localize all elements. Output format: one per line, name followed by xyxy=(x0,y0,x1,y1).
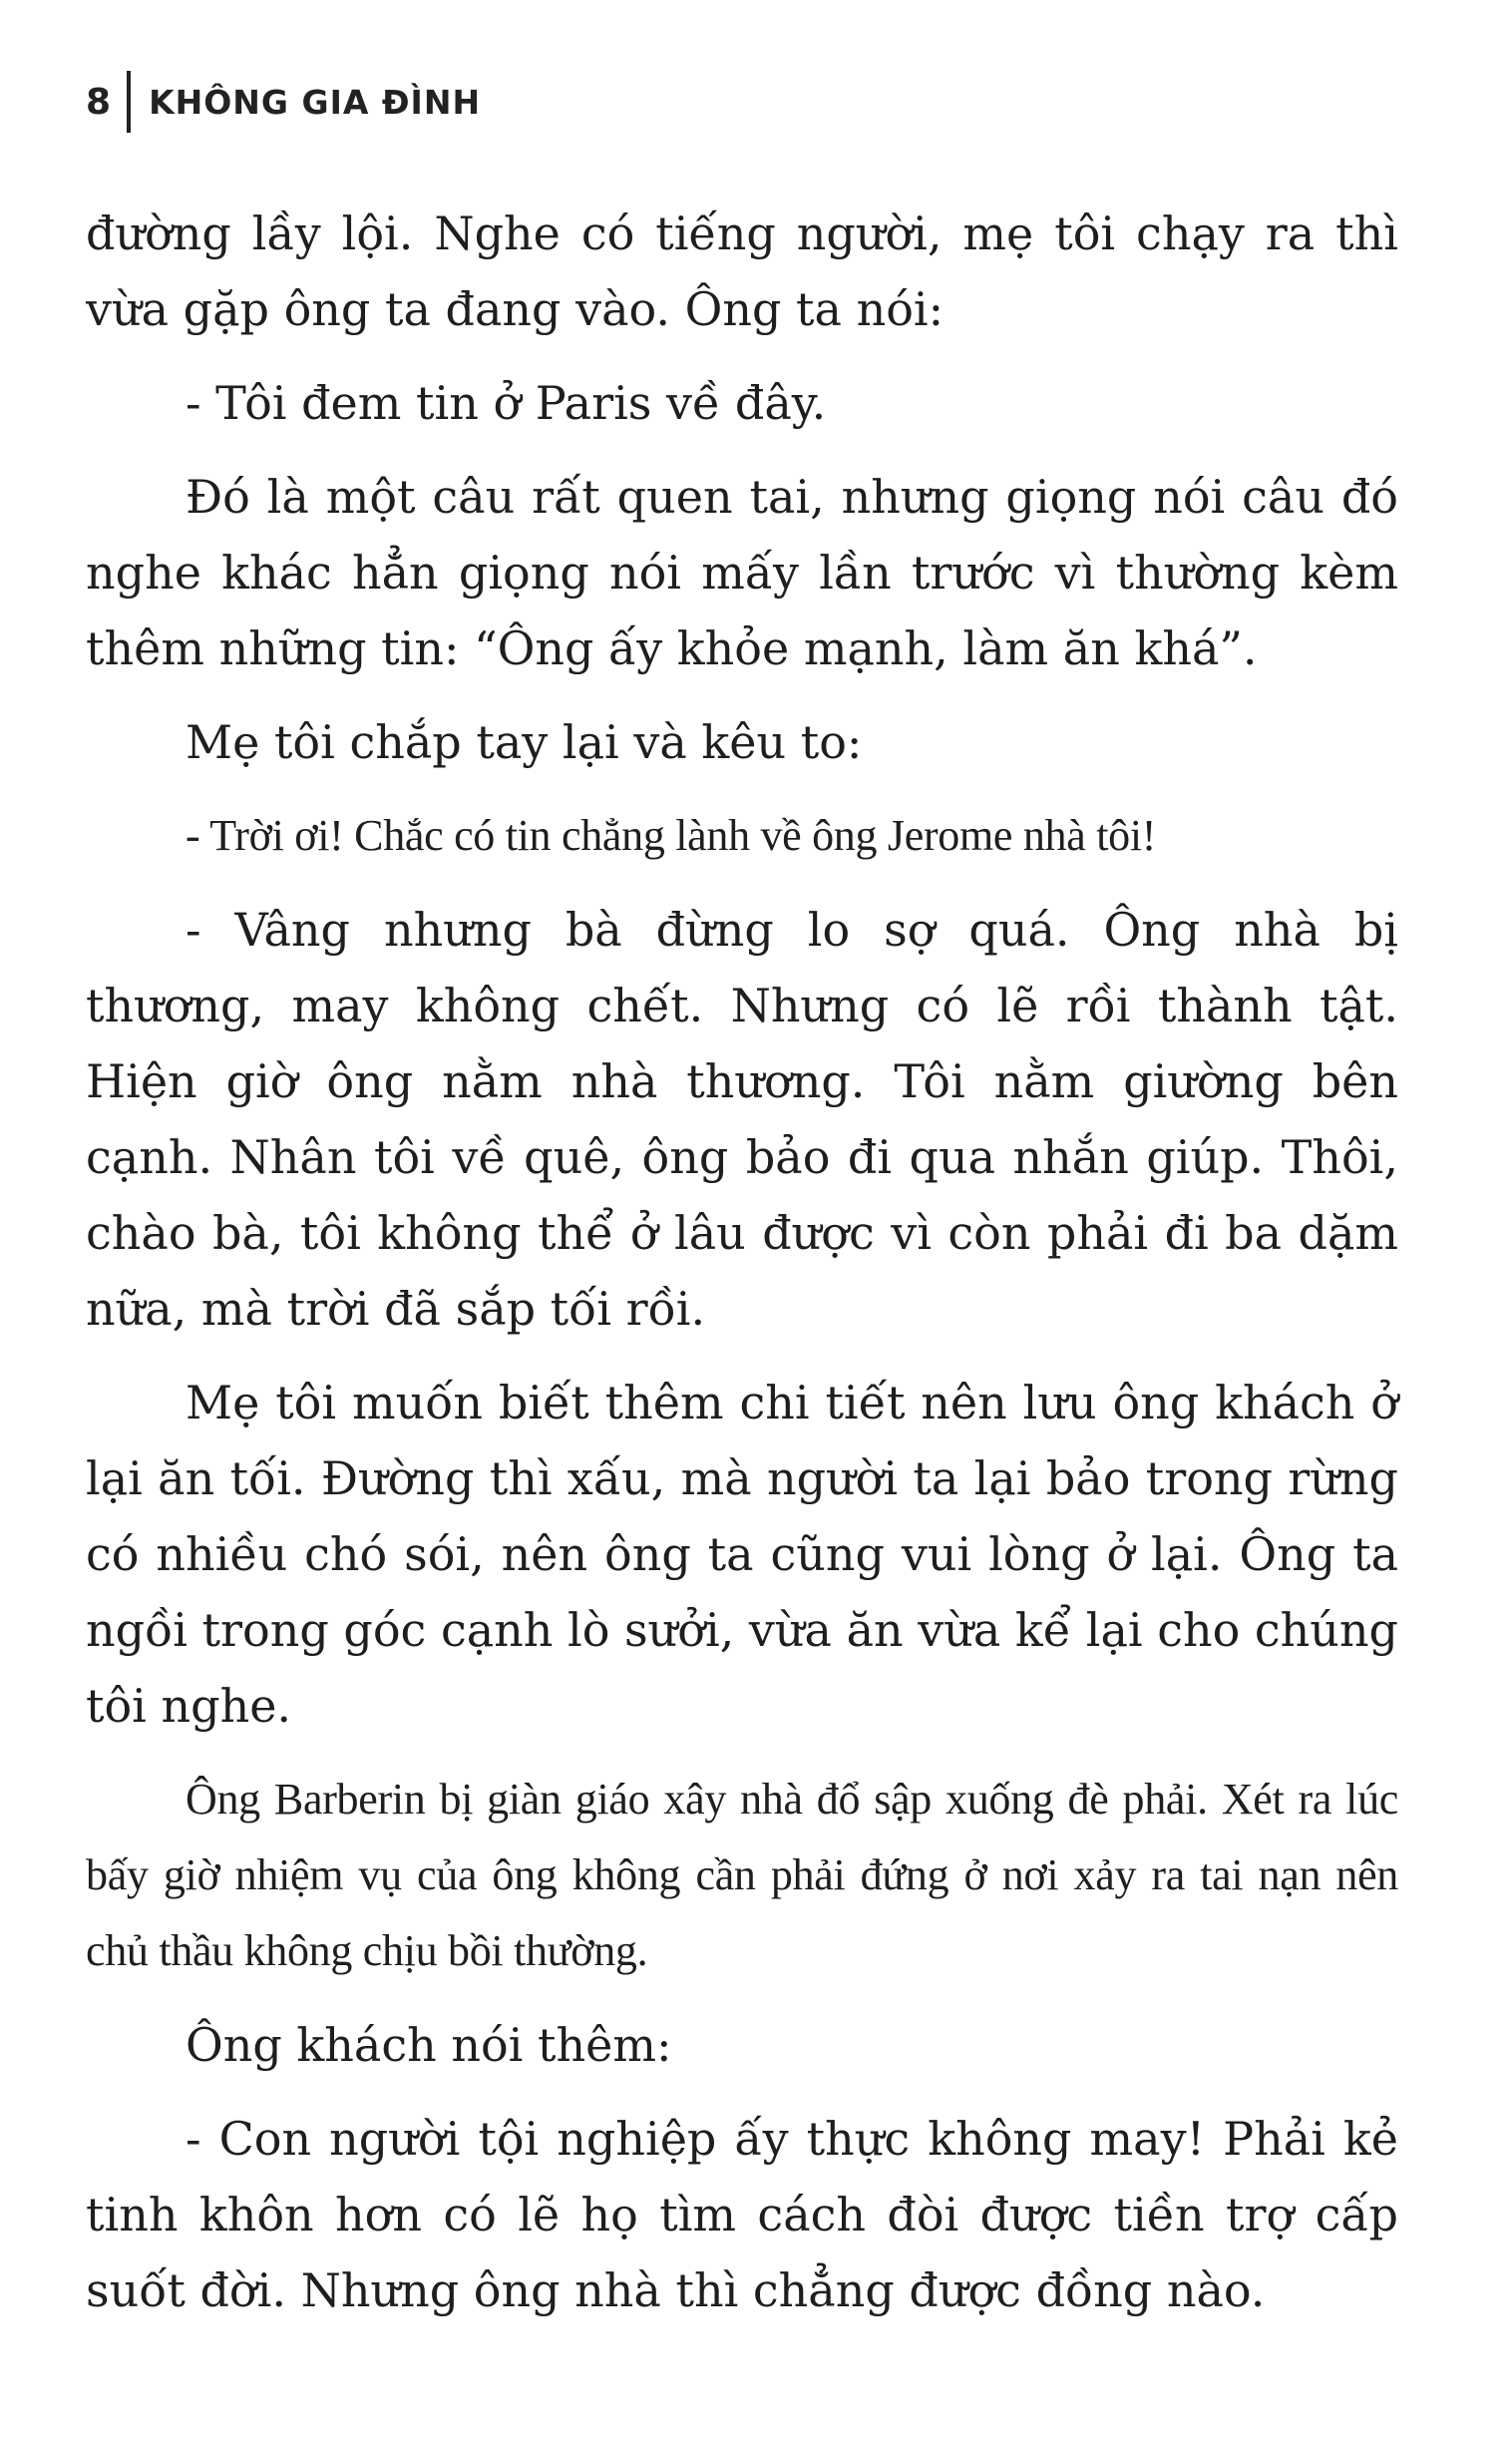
body-text xyxy=(86,196,1398,2346)
paragraph: đường lầy lội. Nghe có tiếng người, mẹ tôi chạy ra thì vừa gặp ông ta đang vào. Ông ta nói: xyxy=(86,206,1398,336)
paragraph: Đó là một câu rất quen tai, nhưng giọng nói câu đó nghe khác hẳn giọng nói mấy lần trước vì thường kèm thêm những tin: “Ông ấy khỏe mạnh, làm ăn khá”. xyxy=(86,470,1398,675)
running-title: KHÔNG GIA ĐÌNH xyxy=(149,82,482,122)
paragraph: - Tôi đem tin ở Paris về đây. xyxy=(186,376,827,430)
paragraph: - Trời ơi! Chắc có tin chẳng lành về ông Jerome nhà tôi! xyxy=(186,811,1157,860)
paragraph: Mẹ tôi chắp tay lại và kêu to: xyxy=(186,715,863,769)
paragraph: Ông khách nói thêm: xyxy=(186,2018,672,2072)
header-divider xyxy=(127,71,131,133)
page-header xyxy=(86,72,481,132)
paragraph: - Vâng nhưng bà đừng lo sợ quá. Ông nhà bị thương, may không chết. Nhưng có lẽ rồi thành tật. Hiện giờ ông nằm nhà thương. Tôi nằm giường bên cạnh. Nhân tôi về quê, ông bảo đi qua nhắn giúp. Thôi, chào bà, tôi không thể ở lâu được vì còn phải đi ba dặm nữa, mà trời đã sắp tối rồi. xyxy=(86,903,1398,1336)
paragraph: Ông Barberin bị giàn giáo xây nhà đổ sập xuống đè phải. Xét ra lúc bấy giờ nhiệm vụ của ông không cần phải đứng ở nơi xảy ra tai nạn nên chủ thầu không chịu bồi thường. xyxy=(86,1775,1398,1975)
page-number: 8 xyxy=(86,81,112,123)
paragraph: - Con người tội nghiệp ấy thực không may! Phải kẻ tinh khôn hơn có lẽ họ tìm cách đòi được tiền trợ cấp suốt đời. Nhưng ông nhà thì chẳng được đồng nào. xyxy=(86,2112,1398,2317)
paragraph: Mẹ tôi muốn biết thêm chi tiết nên lưu ông khách ở lại ăn tối. Đường thì xấu, mà người ta lại bảo trong rừng có nhiều chó sói, nên ông ta cũng vui lòng ở lại. Ông ta ngồi trong góc cạnh lò sưởi, vừa ăn vừa kể lại cho chúng tôi nghe. xyxy=(86,1376,1398,1733)
